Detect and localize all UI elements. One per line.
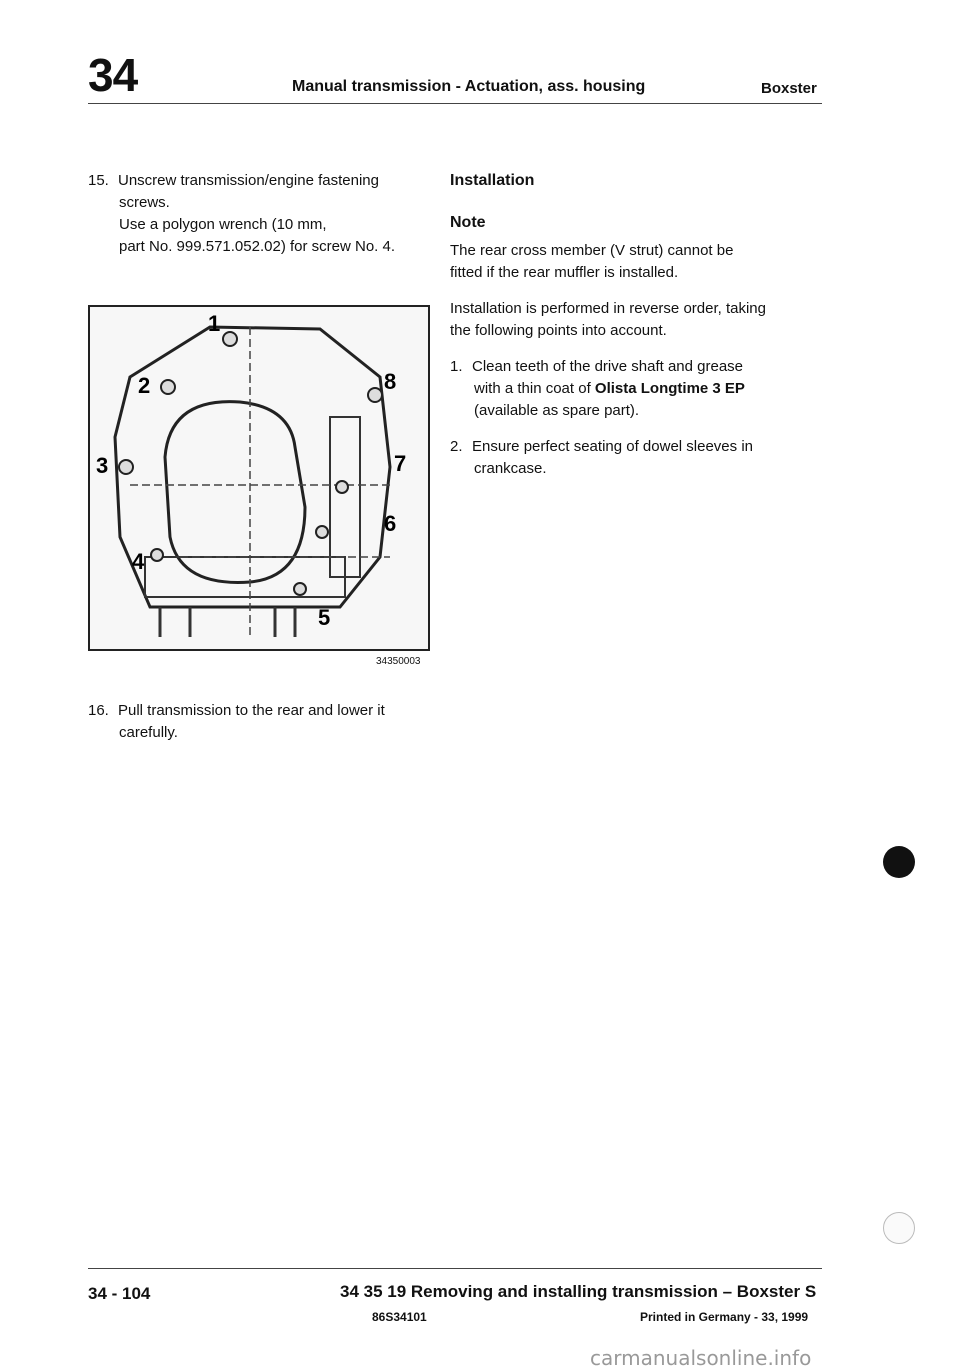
transmission-housing-figure [88,305,430,651]
step-text: (available as spare part). [474,402,640,419]
print-info: Printed in Germany - 33, 1999 [640,1310,809,1324]
step-text: crankcase. [474,460,547,477]
figure-label-2: 2 [138,373,151,398]
figure-code: 34350003 [376,656,421,667]
page-number: 34 - 104 [88,1284,151,1303]
section-heading: Installation [450,172,535,189]
housing-diagram [90,307,428,649]
part-number: 999.571.052.02 [176,238,281,255]
install-step-1 [450,356,830,422]
footer-title: 34 35 19 Removing and installing transmission – Boxster S [340,1282,817,1301]
figure-label-6: 6 [384,511,397,536]
step-text: with a thin coat of Olista Longtime 3 EP [474,380,745,397]
step-number: 1. [450,358,463,375]
intro-text: Installation is performed in reverse order, taking [450,300,766,317]
note-text: fitted if the rear muffler is installed. [450,264,679,281]
step-text: Unscrew transmission/engine fastening [118,172,379,189]
step-text: Pull transmission to the rear and lower it [118,702,385,719]
note-text: The rear cross member (V strut) cannot be [450,242,734,259]
page-header-title: Manual transmission - Actuation, ass. housing [292,78,646,95]
binder-hole-mark [883,846,915,878]
chapter-number: 34 [88,49,138,101]
document-code: 86S34101 [372,1310,427,1324]
step-text: carefully. [119,724,178,741]
figure-label-7: 7 [394,451,407,476]
step-15 [88,170,428,258]
install-step-2 [450,436,830,480]
step-text: Clean teeth of the drive shaft and grease [472,358,744,375]
lubricant-name: Olista Longtime 3 EP [594,380,745,397]
figure-label-3: 3 [96,453,109,478]
figure-label-1: 1 [208,311,221,336]
site-watermark: carmanualsonline.info [590,1346,812,1370]
figure-label-8: 8 [384,369,397,394]
binder-hole-outline [883,1212,915,1244]
intro-text: the following points into account. [450,322,667,339]
note-heading: Note [450,214,486,231]
figure-label-5: 5 [318,605,331,630]
step-16 [88,700,428,744]
step-number: 15. [88,172,109,189]
step-number: 2. [450,438,463,455]
figure-label-4: 4 [132,549,145,574]
step-text: Use a polygon wrench (10 mm, [119,216,327,233]
page-header-model: Boxster [761,80,817,97]
step-text: Ensure perfect seating of dowel sleeves in [472,438,753,455]
header-divider [88,103,822,104]
step-text: screws. [119,194,170,211]
footer-divider [88,1268,822,1269]
step-text-partno: part No. 999.571.052.02) for screw No. 4. [119,238,396,255]
step-number: 16. [88,702,109,719]
installation-section [450,170,830,480]
